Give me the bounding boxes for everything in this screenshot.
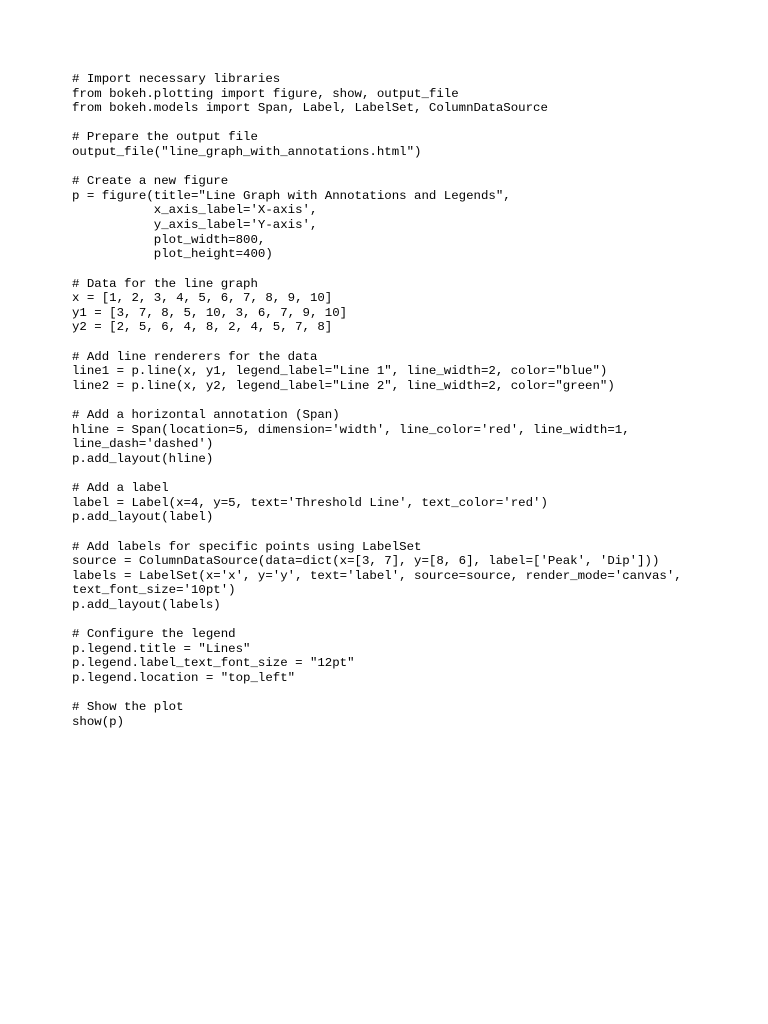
code-line: line_dash='dashed') <box>72 437 214 452</box>
code-line: # Add a horizontal annotation (Span) <box>72 408 340 423</box>
code-line: p = figure(title="Line Graph with Annotations and Legends", <box>72 188 511 203</box>
code-line: # Add line renderers for the data <box>72 349 318 364</box>
code-line: line1 = p.line(x, y1, legend_label="Line 1", line_width=2, color="blue") <box>72 364 608 379</box>
code-line: y_axis_label='Y-axis', <box>72 218 318 233</box>
code-line: # Data for the line graph <box>72 276 258 291</box>
code-line: source = ColumnDataSource(data=dict(x=[3, 7], y=[8, 6], label=['Peak', 'Dip'])) <box>72 554 660 569</box>
code-line: # Configure the legend <box>72 627 236 642</box>
code-line: # Add labels for specific points using LabelSet <box>72 539 422 554</box>
code-line: # Import necessary libraries <box>72 72 281 86</box>
code-listing <box>72 72 752 729</box>
code-line: p.add_layout(hline) <box>72 451 214 466</box>
code-line: # Prepare the output file <box>72 130 258 145</box>
blank-line <box>72 686 752 701</box>
code-line: # Show the plot <box>72 700 184 715</box>
code-line: # Create a new figure <box>72 174 229 189</box>
code-line: show(p) <box>72 714 125 729</box>
code-line: y2 = [2, 5, 6, 4, 8, 2, 4, 5, 7, 8] <box>72 320 333 335</box>
code-line: from bokeh.models import Span, Label, LabelSet, ColumnDataSource <box>72 101 548 116</box>
blank-line <box>72 393 752 408</box>
code-line: text_font_size='10pt') <box>72 583 236 598</box>
code-line: p.legend.title = "Lines" <box>72 641 251 656</box>
blank-line <box>72 160 752 175</box>
code-line: # Add a label <box>72 481 169 496</box>
code-line: p.legend.label_text_font_size = "12pt" <box>72 656 355 671</box>
code-line: x = [1, 2, 3, 4, 5, 6, 7, 8, 9, 10] <box>72 291 333 306</box>
blank-line <box>72 466 752 481</box>
blank-line <box>72 262 752 277</box>
code-line: output_file("line_graph_with_annotations.html") <box>72 145 422 160</box>
blank-line <box>72 613 752 628</box>
code-line: from bokeh.plotting import figure, show, output_file <box>72 86 459 101</box>
blank-line <box>72 335 752 350</box>
code-line: p.add_layout(labels) <box>72 597 221 612</box>
code-line: x_axis_label='X-axis', <box>72 203 318 218</box>
code-line: plot_width=800, <box>72 232 266 247</box>
blank-line <box>72 116 752 131</box>
code-line: line2 = p.line(x, y2, legend_label="Line 2", line_width=2, color="green") <box>72 378 615 393</box>
code-line: p.legend.location = "top_left" <box>72 670 296 685</box>
code-line: p.add_layout(label) <box>72 510 214 525</box>
code-line: y1 = [3, 7, 8, 5, 10, 3, 6, 7, 9, 10] <box>72 305 348 320</box>
code-line: label = Label(x=4, y=5, text='Threshold Line', text_color='red') <box>72 495 548 510</box>
code-line: hline = Span(location=5, dimension='width', line_color='red', line_width=1, <box>72 422 630 437</box>
code-line: plot_height=400) <box>72 247 273 262</box>
code-line: labels = LabelSet(x='x', y='y', text='label', source=source, render_mode='canvas', <box>72 568 682 583</box>
blank-line <box>72 525 752 540</box>
